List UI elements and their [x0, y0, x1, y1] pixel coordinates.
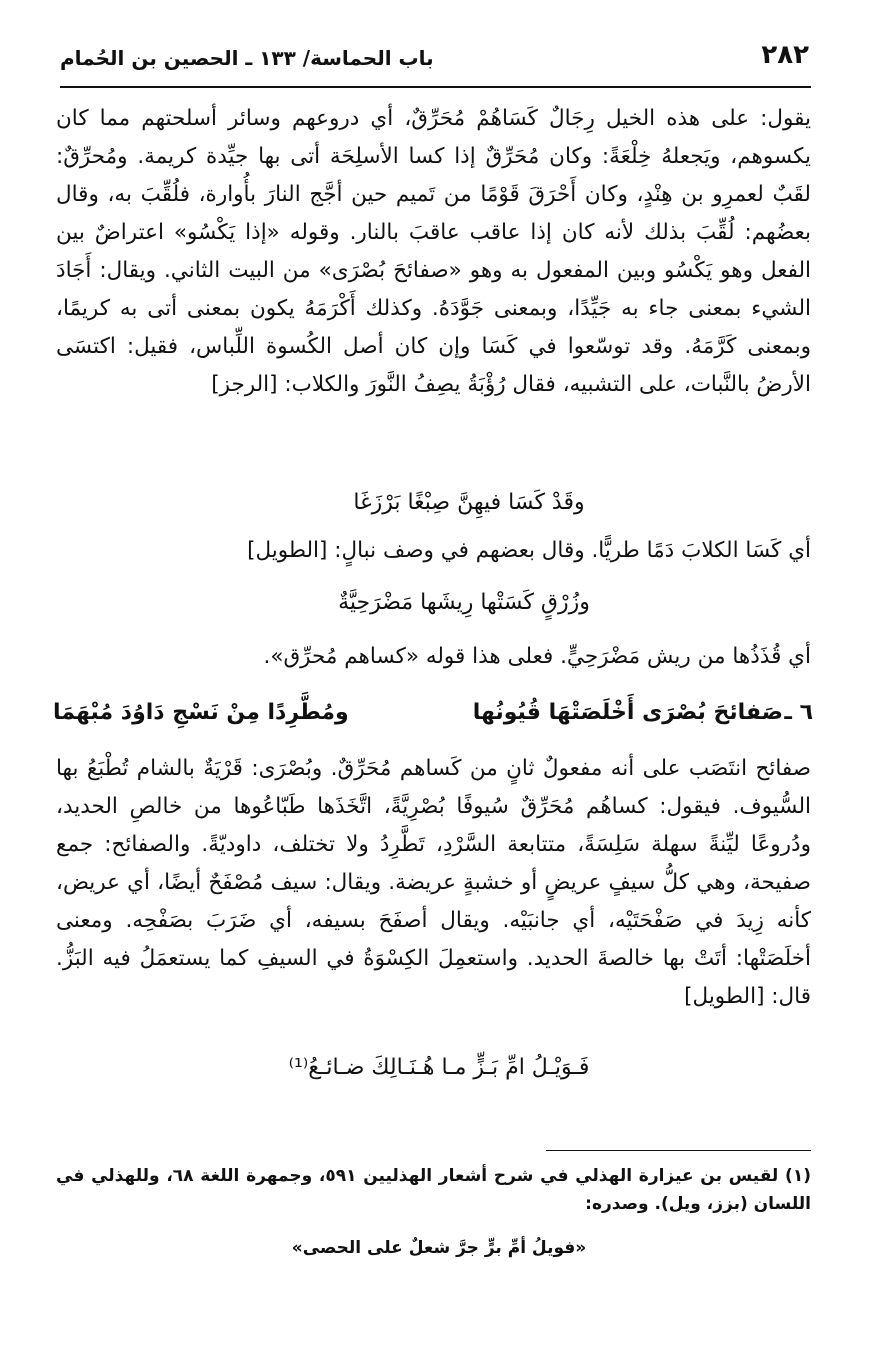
commentary-line-3: أي قُذَذُها من ريش مَضْرَحِيٍّ. فعلى هذا قوله «كساهم مُحرِّق».	[263, 644, 811, 669]
footnote-rule	[546, 1150, 811, 1151]
commentary-line-2: أي كَسَا الكلابَ دَمًا طريًّا. وقال بعضهم في وصف نبالٍ: [الطويل]	[247, 538, 811, 563]
page-number: ٢٨٢	[761, 40, 809, 70]
commentary-paragraph-2: صفائح انتَصَب على أنه مفعولٌ ثانٍ من كَساهم مُحَرِّقٌ. وبُصْرَى: قَرْيَةٌ بالشام تُطْبَعُ بها السُّيوف. فيقول: كساهُم مُحَرِّقٌ سُيوفًا بُصْرِيَّةً، اتَّخَذَها طَبّاعُوها من خالصِ الحديد، ودُروعًا ليِّنةً سهلة سَلِسَةً، متتابعة السَّرْدِ، تَطَّرِدُ ولا تختلف، داوديّةً. والصفائح: جمع صفيحة، وهي كلُّ سيفٍ عريضٍ أو خشبةٍ عريضة. ويقال: سيف مُصْفَحٌ أيضًا، أي عريض، كأنه زِيدَ في صَفْحَتَيْه، أي جانبَيْه. ويقال أصفَحَ بسيفه، أي ضَرَبَ بصَفْحِه. ومعنى أخلَصَتْها: أتَتْ بها خالصةَ الحديد. واستعمِلَ الكِسْوَةُ في السيفِ كما يستعمَلُ فيه البَزُّ. قال: [الطويل]	[56, 756, 811, 1009]
footnote-1: (١) لقيس بن عيزارة الهذلي في شرح أشعار الهذليين ٥٩١، وجمهرة اللغة ٦٨، وللهذلي في اللسان (بزز، ويل). وصدره:	[56, 1166, 812, 1214]
poem-verse-6	[53, 700, 813, 740]
commentary-paragraph-1: يقول: على هذه الخيل رِجَالٌ كَسَاهُمْ مُحَرِّقٌ، أي دروعهم وسائر أسلحتهم مما كان يكسوهم، ويَجعلهُ خِلْعَةً: وكان مُحَرِّقٌ إذا كسا الأسلِحَة أتى بها جيِّدة كريمة. ومُحرِّقٌ: لقَبٌ لعمرِو بن هِنْدٍ، وكان أَحْرَقَ قَوْمًا من تَميم حين أجَّج النارَ بأُوارة، فلُقِّبَ به، وقال بعضُهم: لُقِّبَ بذلك لأنه كان إذا عاقب عاقبَ بالنار. وقوله «إذا يَكْسُو» اعتراضٌ بين الفعل وهو يَكْسُو وبين المفعول به وهو «صفائحَ بُصْرَى» من البيت الثاني. ويقال: أَجَادَ الشيء بمعنى جاء به جَيِّدًا، وبمعنى جَوَّدَهُ. وكذلك أَكْرَمَهُ يكون بمعنى أتى به كريمًا، وبمعنى كَرَّمَهُ. وقد توسّعوا في كَسَا وإن كان أصل الكُسوة اللِّباس، فقيل: اكتسَى الأرضُ بالنَّبات، على التشبيه، فقال رُؤْبَةُ يصِفُ النَّورَ والكلاب: [الرجز]	[56, 106, 811, 397]
second-hemistich: ومُطَّرِدًا مِنْ نَسْجِ دَاوُدَ مُبْهَمَا	[53, 700, 349, 725]
first-hemistich: صَفائحَ بُصْرَى أَخْلَصَتْهَا قُيُونُها	[472, 700, 783, 725]
quoted-verse-2: وزُرْقٍ كَسَتْها رِيشَها مَضْرَحِيَّةٌ	[338, 590, 590, 615]
verse-number: ٦ ـ	[784, 700, 813, 725]
quoted-verse-1: وقَدْ كَسَا فيهِنَّ صِبْغًا بَرْزَغَا	[353, 490, 585, 515]
quoted-verse-3: فَـوَيْـلُ امِّ بَـزٍّ مـا هُـنَـالِكَ ضـائـعُ⁽¹⁾	[288, 1055, 590, 1080]
page-header	[60, 38, 809, 82]
footnote-verse: «فويلُ أمِّ برٍّ جرَّ شعلٌ على الحصى»	[291, 1238, 587, 1258]
running-title: باب الحماسة/ ١٣٣ ـ الحصين بن الحُمام	[60, 46, 434, 70]
header-rule	[60, 86, 811, 88]
